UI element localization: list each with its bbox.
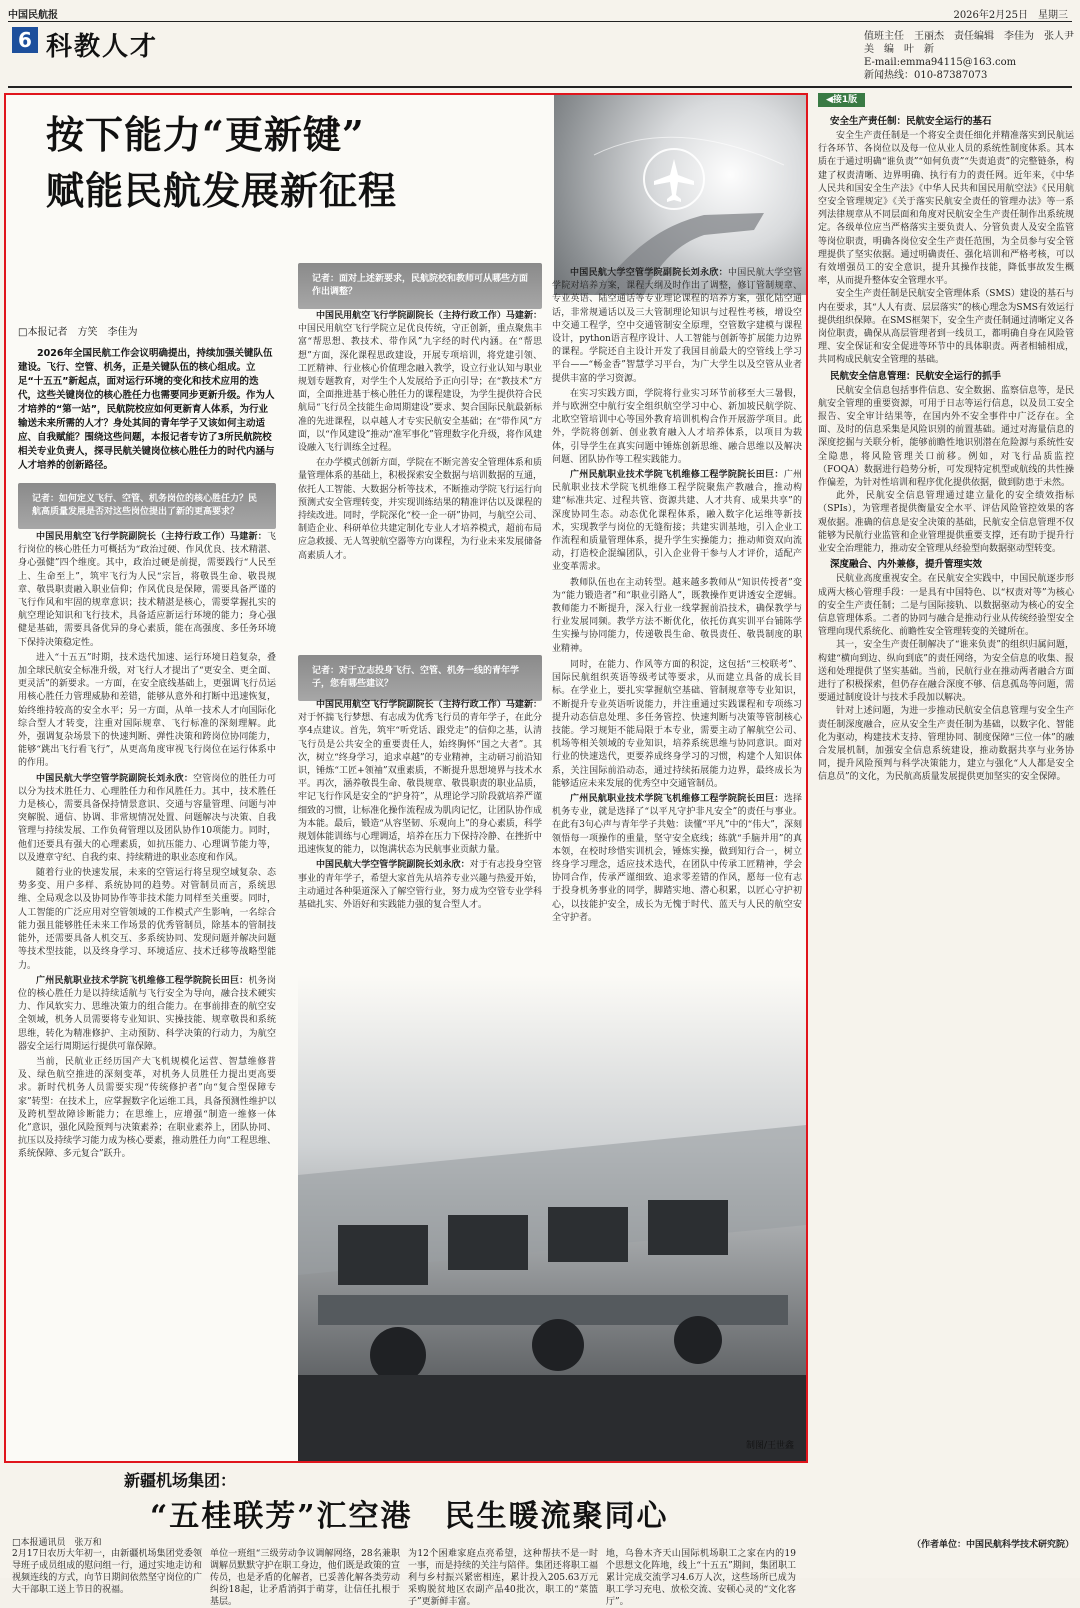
speaker-name: 广州民航职业技术学院飞机维修工程学院院长田巨： xyxy=(570,470,784,481)
photo-credit: 制图/王世鑫 xyxy=(745,1441,794,1451)
sidebar-paragraph: 其一，安全生产责任制解决了“谁来负责”的组织归属问题，构建“横向到边、纵向到底”的责任网络，为安全信息的收集、报送和处理提供了坚实基础。当前，民航行业在推动两者融合方面进行了积极探索，但仍存在融合深度不够、信息孤岛等问题，需要通过制度设计与技术手段加以解决。 xyxy=(818,640,1074,704)
headline xyxy=(46,107,397,219)
answer-text: 空管岗位的胜任力可以分为技术胜任力、心理胜任力和作风胜任力。其中，技术胜任力是核心，需要具备保持情景意识、交通与容量管理、问题与冲突解脱、通信、协调、非常规情况处置、问题解决与决策、自我管理与持续发展、工作负荷管理以及团队协作10项能力。同时，他们还要具有强大的心理素质，如抗压能力、心理调节能力等，以及遵章守纪、自我约束、持续精进的职业态度和作风。 xyxy=(18,773,276,863)
answer-text: 随着行业的快速发展，未来的空管运行将呈现空域复杂、态势多变、用户多样、系统协同的趋势。对管制员而言，系统思维、全局观念以及协同协作等非技术能力同样至关重要。同时，人工智能的广泛应用对空管领域的工作模式产生影响，一名综合能力强且能够胜任未来工作场景的优秀管制员，除基本的管制技能外，还需要具备人机交互、多系统协同、发现问题并解决问题等技术型技能，以及终身学习、环境适应、技术迁移等战略型能力。 xyxy=(18,868,276,971)
sidebar-paragraph: 此外，民航安全信息管理通过建立量化的安全绩效指标（SPIs），为管理者提供衡量安全水平、评估风险管控效果的客观依据。准确的信息是安全决策的基础，民航安全信息管理不仅能够为民航行业监管和企业管理提供重要支撑，还有助于提升行业安全治理能力，推动安全管理从经验型向数据驱动型转变。 xyxy=(818,491,1074,555)
editor-email: E-mail:emma94115@163.com xyxy=(864,57,1017,68)
header-rule xyxy=(8,86,1072,88)
sidebar-subhead: 深度融合、内外兼修，提升管理实效 xyxy=(830,559,983,571)
sidebar-subhead: 民航安全信息管理：民航安全运行的抓手 xyxy=(830,370,1002,382)
section-title: 科教人才 xyxy=(46,32,159,62)
xinjiang-column: 为12个困难家庭点亮希望，这种帮扶不是一时一事，而是持续的关注与陪伴。集团还将职工福利与乡村振兴紧密相连，累计投入205.63万元采购脱贫地区农副产品40批次，职工的“菜篮子”更新鲜丰富。 xyxy=(408,1549,598,1607)
answer-paragraph xyxy=(552,267,802,386)
answer-column-3b xyxy=(552,659,802,967)
editor-credits xyxy=(864,30,1074,82)
xinjiang-column: 地，乌鲁木齐天山国际机场职工之家在内的19个思想文化阵地，线上“十五五”期间，集团职工累计完成交流学习4.6万人次，这些场所已成为职工学习充电、放松交流、安顿心灵的“文化客厅”。 xyxy=(606,1549,796,1607)
answer-text: 对于怀揣飞行梦想、有志成为优秀飞行员的青年学子，在此分享4点建议。首先，筑牢“听党话、跟党走”的信仰之基，认清飞行员是公共安全的重要责任人，始终胸怀“国之大者”。其次，树立“终身学习，追求卓越”的专业精神，主动研习前沿知识，锤炼“工匠+领袖”双重素质，不断提升思想境界与技术水平。再次，涵养敬畏生命、敬畏规章、敬畏职责的职业品质，牢记飞行作风是安全的“护身符”，从理论学习阶段就培养严谨细致的习惯，让标准化操作流程成为肌肉记忆，让团队协作成为本能。最后，锻造“从容坚韧、乐观向上”的身心素质，科学规划体能训练与心理调适，培养在压力下保持冷静、在挫折中迅速恢复的能力，以饱满状态为民航事业贡献力量。 xyxy=(298,713,542,856)
answer-text: 中国民用航空飞行学院立足优良传统，守正创新，重点聚焦丰富“帮思想、教技术、带作风”九字经的时代内涵。在“帮思想”方面，深化课程思政建设，开展专项培训，将党建引领、工匠精神、行业核心价值理念融入教学，设立行业认知与职业规划专题教育，对学生个人发展给予正向引导；在“教技术”方面，全面推进基于核心胜任力的课程建设，为学生提供符合民航局“飞行员全技能生命周期建设”要求、契合国际民航最新标准的先进课程，以卓越人才专实民航安全基础；在“带作风”方面，以“作风建设”推动“准军事化”管理数字化升级，将作风建设融入飞行训练全过程。 xyxy=(298,324,542,454)
lead-paragraph: 2026年全国民航工作会议明确提出，持续加强关键队伍建设。飞行、空管、机务，正是关键队伍的核心组成。立足“十五五”新起点，面对运行环境的变化和技术应用的迭代，这些关键岗位的核心胜任力也需要同步更新升级。作为人才培养的“第一站”，民航院校应如何更新育人体系，为行业输送未来所需的人才？身处其间的青年学子又该如何主动适应、自我赋能？围绕这些问题，本报记者专访了3所民航院校相关专业负责人，探寻民航关键岗位核心胜任力的时代内涵与人才培养的创新路径。 xyxy=(18,348,275,471)
answer-text: 广州民航职业技术学院飞机维修工程学院聚焦产教融合，推动构建“标准共定、过程共管、资源共建、人才共育、成果共享”的深度协同生态。动态优化课程体系，融入数字化运维等新技术，实现教学与岗位的无缝衔接；共建实训基地，引入企业工作流程和质量管理体系，提升学生实操能力；推动师资双向流动，打造校企混编团队，引入企业骨干参与人才评价，适配产业变革需求。 xyxy=(552,470,802,573)
masthead xyxy=(8,6,1072,20)
plane-icon xyxy=(554,95,806,295)
continued-article xyxy=(818,93,1074,1558)
answer-paragraph xyxy=(18,1056,276,1162)
answer-paragraph xyxy=(18,867,276,973)
speaker-name: 广州民航职业技术学院飞机维修工程学院院长田巨： xyxy=(570,794,784,805)
answer-text: 教师队伍也在主动转型。越来越多教师从“知识传授者”变为“能力锻造者”和“职业引路人”，既教操作更讲透安全逻辑。教师能力不断提升，深入行业一线掌握前沿技术，确保教学与行业发展同频。教学方法不断优化，依托仿真实训平台铺陈学生实操与协同能力，传递敬畏生命、敬畏责任、敬畏制度的职业精神。 xyxy=(552,577,802,654)
answer-paragraph xyxy=(552,388,802,467)
answer-paragraph xyxy=(298,699,542,857)
answer-paragraph xyxy=(552,577,802,656)
editor-line: 值班主任 王丽杰 责任编辑 李佳为 张人尹 xyxy=(864,31,1074,42)
answer-text: 在办学模式创新方面，学院在不断完善安全管理体系和质量管理体系的基础上，积极探索安全数据与培训数据的互通，依托人工智能、大数据分析等技术，不断推动学院飞行运行向预测式安全管理转变，并实现训练结果的精准评估以及课程的持续改进。同时，学院深化“校一企一研”协同，与航空公司、制造企业、科研单位共建定制化专业人才培养模式，超前布局应急救援、无人驾驶航空器等方向课程，为行业未来发展储备高素质人才。 xyxy=(298,458,542,561)
answer-paragraph xyxy=(18,975,276,1054)
answer-paragraph xyxy=(18,652,276,771)
sidebar-subhead: 安全生产责任制：民航安全运行的基石 xyxy=(830,116,992,127)
continued-from-page-1[interactable]: ◀接1版 xyxy=(818,93,865,107)
answer-paragraph xyxy=(552,659,802,791)
question-3-box: 记者：对于立志投身飞行、空管、机务一线的青年学子，您有哪些建议？ xyxy=(298,655,542,701)
xinjiang-byline: □本报通讯员 张万和 xyxy=(12,1538,102,1548)
answer-text: 进入“十五五”时期，技术迭代加速、运行环境日趋复杂，叠加全球民航安全标准升级，对飞行人才提出了“更安全、更全面、更灵活”的新要求。一方面，在安全底线基础上，更强调飞行员运用核心胜任力管理威胁和差错，能够从意外和打断中迅速恢复，始终维持较高的安全水平；另一方面，从单一技术人才向国际化综合型人才转变，注重对国际规章、飞行标准的深刻理解。此外，强调复杂场景下的快速判断、弹性决策和跨岗位协同能力，能够“跳出飞行看飞行”，从更高角度审视飞行岗位在运行体系中的作用。 xyxy=(18,652,276,769)
speaker-name: 中国民航大学空管学院副院长刘永欣： xyxy=(36,773,194,784)
author-note: （作者单位：中国民航科学技术研究院） xyxy=(911,1540,1074,1550)
answer-paragraph xyxy=(552,469,802,575)
answer-text: 对于有志投身空管事业的青年学子，希望大家首先从培养专业兴趣与热爱开始，主动通过各种渠道深入了解空管行业，努力成为空管专业学科基础扎实、外语好和实践能力强的复合型人才。 xyxy=(298,860,542,911)
sidebar-paragraph: 安全生产责任制是民航安全管理体系（SMS）建设的基石与内在要求，其“人人有责、层层落实”的核心理念为SMS有效运行提供组织保障。在SMS框架下，安全生产责任制通过清晰定义各岗位职责，确保从高层管理者到一线员工，都明确自身在风险管理、安全保证和安全促进等环节中的具体职责。两者相辅相成，共同构成民航安全管理的基础。 xyxy=(818,289,1074,366)
answer-text: 同时，在能力、作风等方面的积淀，这包括“三校联考”、国际民航组织英语等级考试等要求，从而建立具备的成长目标。在学业上，要扎实掌握航空基础、管制规章等专业知识，不断提升专业英语听说能力，并注重通过实践课程和专项练习提升动态信息处理、多任务管控、快速判断与决策等管制核心技能。学习规矩不能局限于本专业，需要主动了解航空公司、机场等相关领域的专业知识，培养系统思维与协同意识。面对行业的快速迭代，更要养成终身学习的习惯，构建个人知识体系，关注国际前沿动态，通过持续拓展能力边界，最终成长为能够适应未来发展的优秀空中交通管制员。 xyxy=(552,660,802,789)
speaker-name: 中国民航大学空管学院副院长刘永欣： xyxy=(570,268,728,278)
answer-paragraph xyxy=(298,310,542,455)
sidebar-body xyxy=(818,115,1074,1535)
speaker-name: 中国民用航空飞行学院副院长（主持行政工作）马建新： xyxy=(316,700,542,710)
answer-column-1 xyxy=(18,531,276,1441)
top-rule xyxy=(8,21,1072,22)
control-room-image xyxy=(298,975,806,1461)
answer-text: 机务岗位的核心胜任力是以持续适航与飞行安全为导向，融合技术硬实力、作风软实力、思维决策力的组合能力。在事前排查的航空安全领域，机务人员需要将专业知识、实操技能、规章敬畏和系统思维，转化为精准修护、主动预防、科学决策的行动力，为航空器安全运行周期运行提供可靠保障。 xyxy=(18,975,276,1052)
xinjiang-headline: “五桂联芳”汇空港 民生暖流聚同心 xyxy=(150,1499,669,1534)
sidebar-paragraph: 针对上述问题，为进一步推动民航安全信息管理与安全生产责任制深度融合，应从安全生产责任制为基础，以数字化、智能化为驱动，构建技术支持、管理协同、制度保障“三位一体”的融合发展机制，加强安全信息系统建设，推动数据共享与业务协同，提升风险预判与科学决策能力，建立与强化“人人都是安全信息员”的文化，为民航高质量发展提供更加坚实的安全保障。 xyxy=(818,706,1074,783)
xinjiang-column: 单位一班组“三级劳动争议调解网络，28名兼职调解员默默守护在职工身边，他们既是政策的宣传员，也是矛盾的化解者，已妥善化解各类劳动纠纷18起，让矛盾消弭于萌芽，让信任扎根于基层。 xyxy=(210,1549,400,1607)
headline-line-2: 赋能民航发展新征程 xyxy=(46,168,398,213)
sidebar-paragraph: 民航安全信息包括事件信息、安全数据、监察信息等，是民航安全管理的重要资源，可用于日志等运行信息，以及员工安全报告、安全审计结果等，在国内外不安全事件中广泛存在。全面、及时的信息采集是风险识别的前置基础。通过对海量信息的深度挖掘与关联分析，能够前瞻性地识别潜在危险源与系统性安全隐患，将风险管理关口前移。例如，对飞行品质监控（FOQA）数据进行趋势分析，可发现特定机型或航线的共性操作偏差，为针对性培训和程序优化提供依据，做到防患于未然。 xyxy=(818,385,1074,489)
speaker-name: 中国民用航空飞行学院副院长（主持行政工作）马建新： xyxy=(36,532,267,542)
answer-paragraph xyxy=(298,859,542,912)
speaker-name: 中国民用航空飞行学院副院长（主持行政工作）马建新： xyxy=(316,311,542,321)
answer-column-3a xyxy=(298,699,542,967)
air-traffic-control-photo xyxy=(298,975,806,1461)
question-1-box: 记者：如何定义飞行、空管、机务岗位的核心胜任力？民航高质量发展是否对这些岗位提出了新的更高要求？ xyxy=(18,483,276,529)
page-number: 6 xyxy=(12,27,38,53)
xinjiang-kicker: 新疆机场集团： xyxy=(124,1471,237,1490)
airplane-hand-illustration xyxy=(554,95,806,295)
answer-paragraph xyxy=(18,531,276,650)
answer-text: 在实习实践方面，学院将行业实习环节前移至大三暑假，并与欧洲空中航行安全组织航空学习中心、新加坡民航学院、北欧空管培训中心等国外教育培训机构合作开展游学项目。此外，学院将创新、创业教育融入人才培养体系，以项目为载体，引导学生在真实问题中锤炼创新思维、融合思维以及解决问题、团队协作等工程实践能力。 xyxy=(552,388,802,465)
headline-line-1: 按下能力“更新键” xyxy=(46,112,365,157)
speaker-name: 广州民航职业技术学院飞机维修工程学院院长田巨： xyxy=(36,975,249,986)
sidebar-paragraph: 民航业高度重视安全。在民航安全实践中，中国民航逐步形成两大核心管理手段：一是具有中国特色、以“权责对等”为核心的安全生产责任制；二是与国际接轨、以数据驱动为核心的安全信息管理体系。二者的协同与融合是推动行业从传统经验型安全管理向现代系统化、前瞻性安全管理转变的关键所在。 xyxy=(818,574,1074,638)
answer-paragraph xyxy=(298,457,542,563)
answer-text: 中国民航大学空管学院对培养方案，课程大纲及时作出了调整，修订管制规章、专业英语、陆空通话等专业理论课程的培养方案，强化陆空通话，非常规通话以及三大管制理论知识与过程性考核，增设空中交通工程学，空中交通管制安全原理，空管数字建模与课程设计，python语言程序设计、人工智能与创新等扩展能力边界的课程。学院还自主设计开发了我国目前最大的空管线上学习平台——“畅金香”智慧学习平台，为广大学生以及空管从业者提供丰富的学习资源。 xyxy=(552,268,802,384)
question-2-box: 记者：面对上述新要求，民航院校和教师可从哪些方面作出调整？ xyxy=(298,263,542,309)
answer-text: 当前，民航业正经历国产大飞机规模化运营、智慧维修普及、绿色航空推进的深刻变革，对机务人员胜任力提出更高要求。新时代机务人员需要实现“传统修护者”向“复合型保障专家”转型：在技术上，应掌握数字化运维工具，具备预测性维护以及跨机型故障诊断能力；在思维上，应增强“制造一维修一体化”意识，强化风险预判与决策素养；在职业素养上，团队协同、抗压以及持续学习能力成为核心要素，推动胜任力向“工程思维、系统保障、多元复合”跃升。 xyxy=(18,1056,276,1160)
xinjiang-column: 2月17日农历大年初一，由新疆机场集团党委领导班子成员组成的慰问组一行，通过实地走访和视频连线的方式，向节日期间依然坚守岗位的广大干部职工送上节日的祝福。 xyxy=(12,1549,202,1595)
answer-paragraph xyxy=(552,793,802,925)
speaker-name: 中国民航大学空管学院副院长刘永欣： xyxy=(316,860,470,871)
editor-hotline: 新闻热线：010-87387073 xyxy=(864,70,988,81)
answer-text: 飞行岗位的核心胜任力可概括为“政治过硬、作风优良、技术精湛、身心强健”四个维度。其中，政治过硬是前提，需要践行“人民至上、生命至上”，筑牢飞行为人民“宗旨，将敬畏生命、敬畏规章、敬畏职责融入职业信仰；作风优良是保障，需要具备严谨的飞行作风和牢固的规章意识；技术精湛是核心，需要掌握扎实的航空理论知识和飞行技术，具备适应新运行环境的能力；身心强健是基础，需要具备优异的身心素质，能在高强度、多任务环境下保持决策稳定性。 xyxy=(18,532,276,648)
feature-article xyxy=(4,93,808,1463)
answer-text: 选择机务专业，就是选择了“以平凡守护非凡安全”的责任与事业。在此有3句心声与青年学子共勉：读懂“平凡”中的“伟大”，深刻领悟每一项操作的重量，坚守安全底线；练就“手脑并用”的真本领，在校时珍惜实训机会，锤炼实操，做到知行合一，树立终身学习理念，适应技术迭代，在团队中传承工匠精神，学会协同合作，传承严谨细致、追求零差错的作风，愿每一位有志于投身机务事业的同学，脚踏实地、潜心积累，以匠心守护初心，以技能护安全，成长为无愧于时代、蓝天与人民的航空安全守护者。 xyxy=(552,794,802,923)
sidebar-paragraph: 安全生产责任制是一个将安全责任细化并精准落实到民航运行各环节、各岗位以及每一位从业人员的系统性制度体系。其本质在于通过明确“谁负责”“如何负责”“失责追责”的完整链条，构建了权责清晰、边界明确、执行有力的责任网。近年来，《中华人民共和国安全生产法》《中华人民共和国民用航空法》《民用航空安全管理规定》《关于落实民航安全责任的管理办法》等一系列法律规章从不同层面和角度对民航安全生产责任制作出系统规定。各级单位应当严格落实主要负责人、分管负责人及安全监管等岗位职责，明确各岗位安全生产责任范围，为全员参与安全管理提供了坚实依据。通过明确责任、强化培训和严格考核，可以有效增强员工的安全意识，提升其操作技能，降低事故发生概率，从而提升整体安全管理水平。 xyxy=(818,131,1074,287)
issue-date: 2026年2月25日 星期三 xyxy=(953,10,1068,21)
paper-name: 中国民航报 xyxy=(8,10,58,21)
answer-paragraph xyxy=(18,773,276,865)
byline: □本报记者 方笑 李佳为 xyxy=(18,327,138,338)
editor-line: 美 编 叶 新 xyxy=(864,44,934,55)
